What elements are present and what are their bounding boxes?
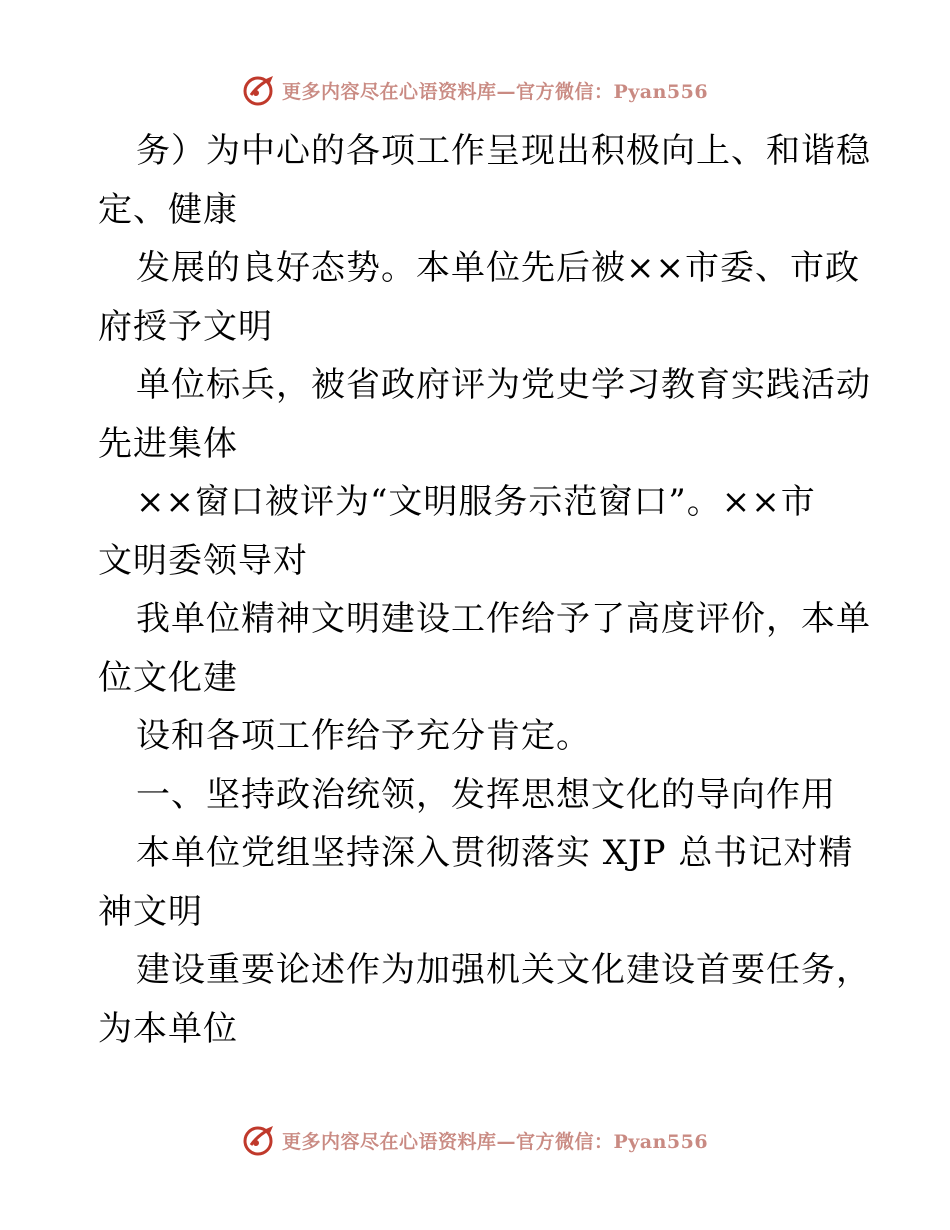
- text-line: 本单位党组坚持深入贯彻落实 XJP 总书记对精: [136, 833, 854, 873]
- text-line: 一、坚持政治统领，发挥思想文化的导向作用: [136, 774, 836, 815]
- text-line: 神文明: [98, 891, 203, 932]
- text-line: 文明委领导对: [98, 540, 308, 581]
- text-line: 单位标兵，被省政府评为党史学习教育实践活动: [136, 365, 871, 405]
- text-line: 建设重要论述作为加强机关文化建设首要任务，: [136, 950, 871, 990]
- document-body: [98, 122, 871, 1058]
- header-watermark: [0, 70, 950, 110]
- watermark-text: 更多内容尽在心语资料库—官方微信：Pyan556: [281, 80, 709, 103]
- watermark-text: 更多内容尽在心语资料库—官方微信：Pyan556: [281, 1130, 709, 1153]
- text-line: 务）为中心的各项工作呈现出积极向上、和谐稳: [136, 131, 871, 171]
- footer-watermark: [0, 1120, 950, 1160]
- text-line: 我单位精神文明建设工作给予了高度评价，本单: [136, 599, 871, 639]
- text-line: ××窗口被评为“文明服务示范窗口”。××市: [136, 482, 816, 522]
- text-line: 府授予文明: [98, 306, 273, 347]
- text-line: 设和各项工作给予充分肯定。: [136, 716, 591, 756]
- text-line: 为本单位: [98, 1008, 238, 1049]
- text-line: 定、健康: [98, 189, 238, 230]
- brush-logo-icon: [242, 73, 276, 107]
- text-line: 先进集体: [98, 423, 238, 464]
- text-line: 发展的良好态势。本单位先后被××市委、市政: [136, 248, 860, 288]
- text-line: 位文化建: [98, 657, 238, 698]
- brush-logo-icon: [242, 1123, 276, 1157]
